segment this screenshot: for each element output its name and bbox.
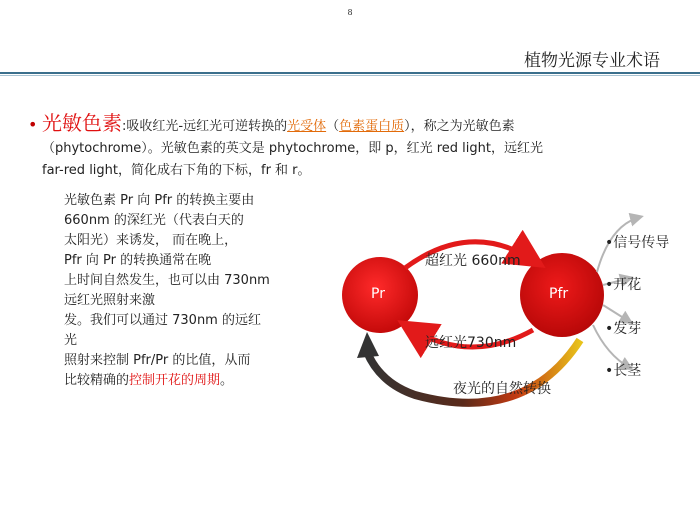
night-arrow-head bbox=[357, 332, 379, 358]
explanation-line: 光 bbox=[64, 333, 78, 348]
conversion-explanation bbox=[64, 191, 314, 391]
term-heading: 光敏色素 bbox=[42, 111, 122, 135]
definition-text-cont: ），称之为光敏色素 bbox=[404, 119, 515, 134]
explanation-line-last bbox=[64, 371, 314, 391]
slide-title: 植物光源专业术语 bbox=[524, 51, 660, 71]
flowering-cycle-highlight: 控制开花的周期 bbox=[129, 373, 221, 388]
explanation-line: 太阳光）来诱发， 而在晚上， bbox=[64, 233, 238, 248]
explanation-line: 上时间自然发生，也可以由 730nm bbox=[64, 273, 270, 288]
explanation-line: 660nm 的深红光（代表白天的 bbox=[64, 213, 244, 228]
explanation-line: 照射来控制 Pfr/Pr 的比值，从而 bbox=[64, 353, 251, 368]
pfr-label: Pfr bbox=[549, 286, 569, 302]
definition-bullet bbox=[28, 111, 662, 182]
paren-open: （ bbox=[326, 119, 340, 134]
definition-text: :吸收红光-远红光可逆转换的 bbox=[122, 119, 288, 134]
last-suffix: 。 bbox=[220, 373, 234, 388]
title-divider bbox=[0, 72, 700, 74]
red-light-label: 超红光 660nm bbox=[425, 253, 521, 269]
effect-germination: •发芽 bbox=[605, 321, 642, 337]
bullet-dot: • bbox=[28, 115, 38, 134]
page-number: 8 bbox=[347, 8, 353, 17]
effect-flowering: •开花 bbox=[605, 277, 642, 293]
pr-label: Pr bbox=[371, 286, 385, 302]
definition-line-3: far-red light，简化成右下角的下标，fr 和 r。 bbox=[42, 163, 311, 178]
title-divider-thin bbox=[0, 75, 700, 76]
effect-signal-transduction: •信号传导 bbox=[605, 235, 670, 251]
effect-stem-elongation: •长茎 bbox=[605, 363, 642, 379]
link-pigment-protein[interactable]: 色素蛋白质 bbox=[339, 119, 405, 134]
far-red-label: 远红光730nm bbox=[425, 335, 517, 351]
explanation-line: 发。我们可以通过 730nm 的远红 bbox=[64, 313, 261, 328]
explanation-line: 光敏色素 Pr 向 Pfr 的转换主要由 bbox=[64, 193, 255, 208]
definition-line-2: （phytochrome）。光敏色素的英文是 phytochrome，即 p，红光 red light，远红光 bbox=[42, 141, 543, 156]
phytochrome-diagram bbox=[335, 190, 690, 430]
last-prefix: 比较精确的 bbox=[64, 373, 130, 388]
explanation-line: 远红光照射来激 bbox=[64, 293, 156, 308]
explanation-line: Pfr 向 Pr 的转换通常在晚 bbox=[64, 253, 212, 268]
link-photoreceptor[interactable]: 光受体 bbox=[287, 119, 327, 134]
night-conversion-label: 夜光的自然转换 bbox=[453, 381, 551, 397]
